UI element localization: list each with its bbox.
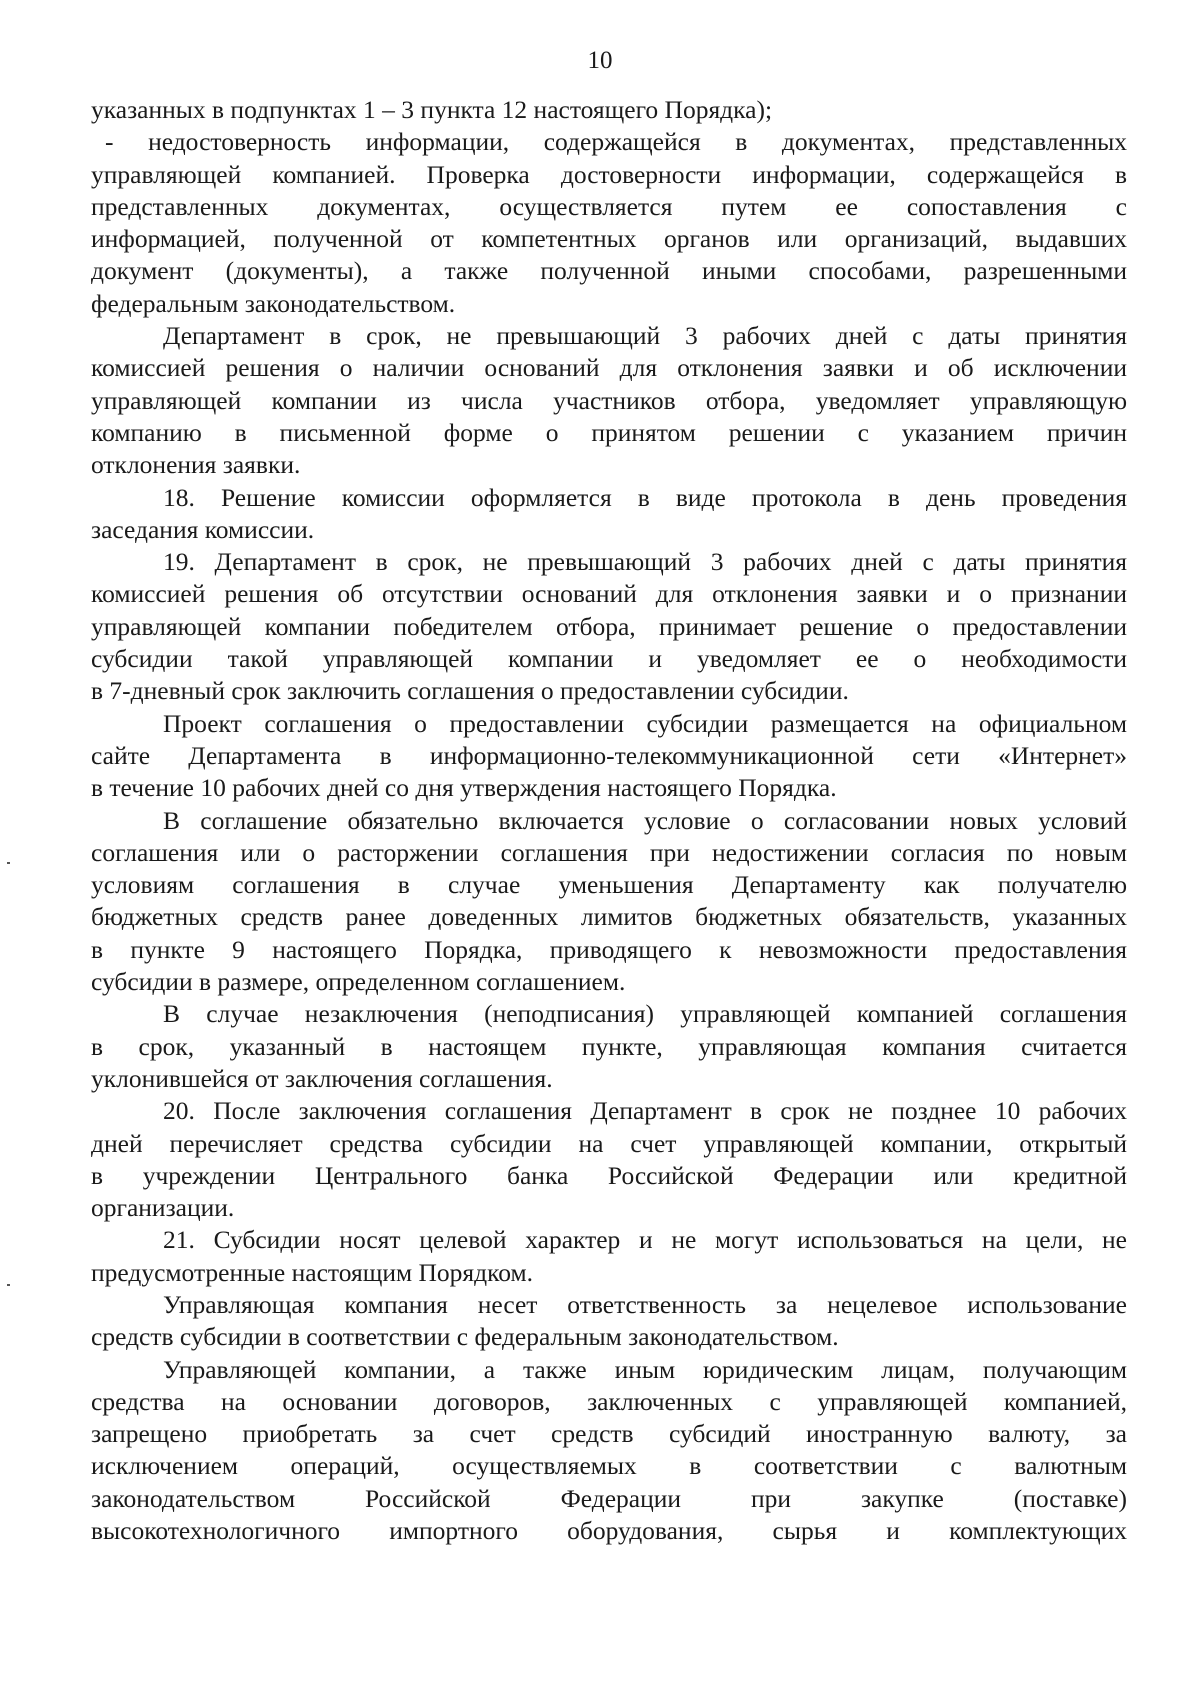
text-line: уклонившейся от заключения соглашения. bbox=[91, 1063, 553, 1093]
text-line: в течение 10 рабочих дней со дня утверждения настоящего Порядка. bbox=[91, 773, 837, 803]
text-line: средств субсидии в соответствии с федеральным законодательством. bbox=[91, 1322, 839, 1352]
text-line: бюджетных средств ранее доведенных лимитов бюджетных обязательств, указанных bbox=[91, 902, 1127, 932]
text-line: условиям соглашения в случае уменьшения Департаменту как получателю bbox=[91, 870, 1127, 900]
page-number: 10 bbox=[587, 47, 613, 74]
scan-speck bbox=[7, 1284, 10, 1286]
text-line: Проект соглашения о предоставлении субсидии размещается на официальном bbox=[163, 708, 1127, 738]
text-line: Управляющая компания несет ответственность за нецелевое использование bbox=[163, 1289, 1127, 1319]
text-line: информацией, полученной от компетентных органов или организаций, выдавших bbox=[91, 224, 1127, 254]
text-line: в 7-дневный срок заключить соглашения о предоставлении субсидии. bbox=[91, 676, 849, 706]
text-line: Департамент в срок, не превышающий 3 рабочих дней с даты принятия bbox=[163, 321, 1127, 351]
text-line: федеральным законодательством. bbox=[91, 288, 456, 318]
text-line: соглашения или о расторжении соглашения при недостижении согласия по новым bbox=[91, 837, 1127, 867]
text-line: В соглашение обязательно включается условие о согласовании новых условий bbox=[163, 805, 1127, 835]
document-body bbox=[91, 94, 1127, 1547]
text-line: 20. После заключения соглашения Департамент в срок не позднее 10 рабочих bbox=[163, 1096, 1127, 1126]
text-line: представленных документах, осуществляется путем ее сопоставления с bbox=[91, 191, 1127, 221]
text-line: предусмотренные настоящим Порядком. bbox=[91, 1257, 533, 1287]
text-line: Управляющей компании, а также иным юридическим лицам, получающим bbox=[163, 1354, 1127, 1384]
text-line: отклонения заявки. bbox=[91, 450, 301, 480]
text-line: управляющей компании из числа участников отбора, уведомляет управляющую bbox=[91, 385, 1127, 415]
text-line: законодательством Российской Федерации при закупке (поставке) bbox=[91, 1483, 1127, 1513]
text-line: указанных в подпунктах 1 – 3 пункта 12 настоящего Порядка); bbox=[91, 95, 773, 124]
text-line: субсидии такой управляющей компании и уведомляет ее о необходимости bbox=[91, 644, 1127, 674]
text-line: сайте Департамента в информационно-телекоммуникационной сети «Интернет» bbox=[91, 740, 1127, 770]
text-line: в срок, указанный в настоящем пункте, управляющая компания считается bbox=[91, 1031, 1127, 1061]
text-line: средства на основании договоров, заключенных с управляющей компанией, bbox=[91, 1386, 1127, 1416]
text-line: 18. Решение комиссии оформляется в виде протокола в день проведения bbox=[163, 482, 1127, 512]
text-line: комиссией решения о наличии оснований для отклонения заявки и об исключении bbox=[91, 353, 1127, 383]
text-line: субсидии в размере, определенном соглашением. bbox=[91, 967, 626, 997]
text-line: управляющей компании победителем отбора, принимает решение о предоставлении bbox=[91, 611, 1127, 641]
text-line: В случае незаключения (неподписания) управляющей компанией соглашения bbox=[163, 999, 1127, 1029]
text-line: исключением операций, осуществляемых в соответствии с валютным bbox=[91, 1451, 1127, 1481]
text-line: в учреждении Центрального банка Российской Федерации или кредитной bbox=[91, 1160, 1127, 1190]
scan-speck bbox=[7, 862, 10, 864]
text-line: комиссией решения об отсутствии оснований для отклонения заявки и о признании bbox=[91, 579, 1127, 609]
text-line: дней перечисляет средства субсидии на счет управляющей компании, открытый bbox=[91, 1128, 1127, 1158]
text-line: организации. bbox=[91, 1193, 235, 1223]
text-line: 19. Департамент в срок, не превышающий 3 рабочих дней с даты принятия bbox=[163, 547, 1127, 577]
text-line: документ (документы), а также полученной иными способами, разрешенными bbox=[91, 256, 1127, 286]
text-line: 21. Субсидии носят целевой характер и не могут использоваться на цели, не bbox=[163, 1225, 1127, 1255]
text-line: высокотехнологичного импортного оборудования, сырья и комплектующих bbox=[91, 1516, 1127, 1546]
text-line: заседания комиссии. bbox=[91, 514, 315, 544]
text-line: управляющей компанией. Проверка достоверности информации, содержащейся в bbox=[91, 159, 1127, 189]
text-line: в пункте 9 настоящего Порядка, приводящего к невозможности предоставления bbox=[91, 934, 1127, 964]
text-line: компанию в письменной форме о принятом решении с указанием причин bbox=[91, 417, 1127, 447]
text-line: запрещено приобретать за счет средств субсидий иностранную валюту, за bbox=[91, 1419, 1127, 1449]
text-line: - недостоверность информации, содержащейся в документах, представленных bbox=[105, 127, 1127, 157]
